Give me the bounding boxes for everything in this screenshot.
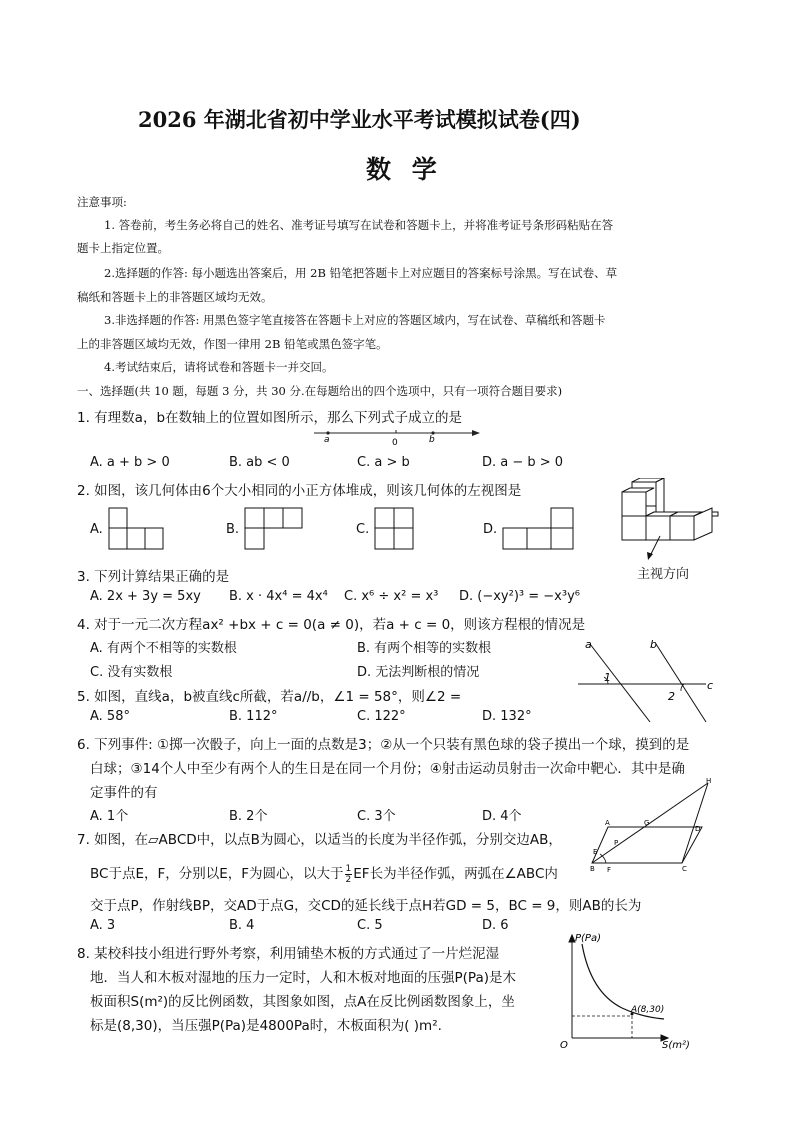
notice-item-1-line1: 1. 答卷前，考生务必将自己的姓名、准考证号填写在试卷和答题卡上，并将准考证号条形码粘贴在答 xyxy=(104,218,614,232)
q8-stem-line4: 标是(8,30)，当压强P(Pa)是4800Pa时，木板面积为( )m². xyxy=(90,1018,442,1034)
q1-option-d[interactable]: D. a − b > 0 xyxy=(482,455,564,470)
q5-label-1: 1 xyxy=(604,671,611,684)
q4-stem: 4. 对于一元二次方程ax² +bx + c = 0(a ≠ 0)，若a + c = 0，则该方程根的情况是 xyxy=(77,617,586,633)
q5-option-b[interactable]: B. 112° xyxy=(229,709,278,724)
q8-stem-line2: 地．当人和木板对湿地的压力一定时，人和木板对地面的压强P(Pa)是木 xyxy=(90,970,516,986)
q5-stem: 5. 如图，直线a，b被直线c所截，若a//b，∠1 = 58°，则∠2 = xyxy=(77,689,462,705)
q8-x-axis-label: S(m²) xyxy=(662,1040,690,1051)
q7-option-a[interactable]: A. 3 xyxy=(90,918,116,933)
q7-label-e: E xyxy=(593,848,598,856)
q6-stem-line1: 6. 下列事件: ①掷一次骰子，向上一面的点数是3；②从一个只装有黑色球的袋子摸出一个球，摸到的是 xyxy=(77,737,690,753)
q6-option-c[interactable]: C. 3个 xyxy=(357,809,396,824)
q1-number-line xyxy=(310,424,485,446)
q7-label-g: G xyxy=(644,819,650,827)
q3-option-c[interactable]: C. x⁶ ÷ x² = x³ xyxy=(344,589,439,604)
q2-option-b[interactable]: B. xyxy=(226,522,240,537)
q7-label-f: F xyxy=(607,866,612,874)
q2-option-c[interactable]: C. xyxy=(356,522,370,537)
section-heading: 一、选择题(共 10 题，每题 3 分，共 30 分.在每题给出的四个选项中，只有一项符合题目要求) xyxy=(77,384,563,398)
q2-stem: 2. 如图，该几何体由6个大小相同的小正方体堆成，则该几何体的左视图是 xyxy=(77,483,522,499)
exam-title: 2026 年湖北省初中学业水平考试模拟试卷(四) xyxy=(138,107,581,132)
q7-parallelogram-figure xyxy=(590,775,718,875)
q5-option-a[interactable]: A. 58° xyxy=(90,709,130,724)
q2-figure-a xyxy=(108,507,166,551)
q6-option-d[interactable]: D. 4个 xyxy=(482,809,522,824)
q7-fraction-den: 2 xyxy=(345,874,352,885)
q7-stem-line2-part2: EF长为半径作弧，两弧在∠ABC内 xyxy=(353,866,558,882)
q1-option-a[interactable]: A. a + b > 0 xyxy=(90,455,170,470)
q2-option-a[interactable]: A. xyxy=(90,522,103,537)
q1-option-c[interactable]: C. a > b xyxy=(357,455,410,470)
q7-stem-line2-part1: BC于点E，F，分别以E，F为圆心，以大于 xyxy=(90,866,344,882)
q7-label-p: P xyxy=(614,839,619,847)
q6-stem-line2: 白球；③14个人中至少有两个人的生日是在同一个月份；④射击运动员射击一次命中靶心．其中是确 xyxy=(90,761,685,777)
q7-option-b[interactable]: B. 4 xyxy=(229,918,255,933)
q6-stem-line3: 定事件的有 xyxy=(90,785,158,801)
q3-option-a[interactable]: A. 2x + 3y = 5xy xyxy=(90,589,201,604)
q7-label-c: C xyxy=(682,865,687,873)
q2-figure-d xyxy=(502,507,576,551)
q2-figure-c xyxy=(374,507,416,551)
q1-label-a: a xyxy=(324,435,330,445)
q3-option-b[interactable]: B. x · 4x⁴ = 4x⁴ xyxy=(229,589,328,604)
notice-item-3-line1: 3.非选择题的作答: 用黑色签字笔直接答在答题卡上对应的答题区域内，写在试卷、草稿纸和答题卡 xyxy=(104,313,606,327)
q2-view-caption: 主视方向 xyxy=(637,567,690,582)
q5-label-c: c xyxy=(707,679,714,692)
q8-origin-label: O xyxy=(560,1040,568,1051)
notice-item-4: 4.考试结束后，请将试卷和答题卡一并交回。 xyxy=(104,360,334,374)
q2-option-d[interactable]: D. xyxy=(483,522,498,537)
q8-inverse-graph xyxy=(552,928,710,1052)
q1-option-b[interactable]: B. ab < 0 xyxy=(229,455,290,470)
q8-y-axis-label: P(Pa) xyxy=(575,933,601,944)
q7-stem-line1: 7. 如图，在▱ABCD中，以点B为圆心，以适当的长度为半径作弧，分别交边AB， xyxy=(77,832,562,848)
q4-option-a[interactable]: A. 有两个不相等的实数根 xyxy=(90,641,237,656)
q8-stem-line1: 8. 某校科技小组进行野外考察，利用铺垫木板的方式通过了一片烂泥湿 xyxy=(77,946,500,962)
q7-stem-line2 xyxy=(90,862,558,885)
notice-item-2-line2: 稿纸和答题卡上的非答题区域均无效。 xyxy=(77,290,273,304)
q7-option-c[interactable]: C. 5 xyxy=(357,918,383,933)
q4-option-b[interactable]: B. 有两个相等的实数根 xyxy=(357,641,492,656)
q2-solid-figure xyxy=(612,478,720,570)
q6-option-a[interactable]: A. 1个 xyxy=(90,809,129,824)
q7-label-d: D xyxy=(695,825,701,833)
q7-label-b: B xyxy=(590,865,595,873)
q5-option-d[interactable]: D. 132° xyxy=(482,709,532,724)
notice-item-1-line2: 题卡上指定位置。 xyxy=(77,241,169,255)
q3-stem: 3. 下列计算结果正确的是 xyxy=(77,569,230,585)
q6-option-b[interactable]: B. 2个 xyxy=(229,809,268,824)
q4-option-d[interactable]: D. 无法判断根的情况 xyxy=(357,665,480,680)
q7-fraction-num: 1 xyxy=(345,863,352,874)
notice-item-2-line1: 2.选择题的作答: 每小题选出答案后，用 2B 铅笔把答题卡上对应题目的答案标号涂黑。写在试卷、草 xyxy=(104,266,618,280)
q7-option-d[interactable]: D. 6 xyxy=(482,918,509,933)
q1-stem: 1. 有理数a，b在数轴上的位置如图所示，那么下列式子成立的是 xyxy=(77,410,463,426)
q3-option-d[interactable]: D. (−xy²)³ = −x³y⁶ xyxy=(459,589,580,604)
q7-label-a: A xyxy=(605,819,610,827)
q2-figure-b xyxy=(244,507,304,551)
q1-label-zero: 0 xyxy=(392,438,398,446)
notice-heading: 注意事项: xyxy=(77,195,127,209)
q5-lines-figure xyxy=(578,634,718,726)
subject-title: 数 学 xyxy=(366,155,443,184)
q7-stem-line3: 交于点P，作射线BP，交AD于点G，交CD的延长线于点H若GD = 5，BC = 9，则AB的长为 xyxy=(90,898,642,914)
q4-option-c[interactable]: C. 没有实数根 xyxy=(90,665,173,680)
q5-label-b: b xyxy=(650,638,657,651)
q7-label-h: H xyxy=(706,777,712,785)
q5-label-a: a xyxy=(585,638,592,651)
q5-label-2: 2 xyxy=(668,690,675,703)
q8-stem-line3: 板面积S(m²)的反比例函数，其图象如图，点A在反比例函数图象上，坐 xyxy=(90,994,515,1010)
q7-fraction xyxy=(345,864,353,885)
q8-point-label: A(8,30) xyxy=(631,1005,665,1015)
notice-item-3-line2: 上的非答题区域均无效，作图一律用 2B 铅笔或黑色签字笔。 xyxy=(77,337,388,351)
q5-option-c[interactable]: C. 122° xyxy=(357,709,406,724)
q1-label-b: b xyxy=(429,435,435,445)
